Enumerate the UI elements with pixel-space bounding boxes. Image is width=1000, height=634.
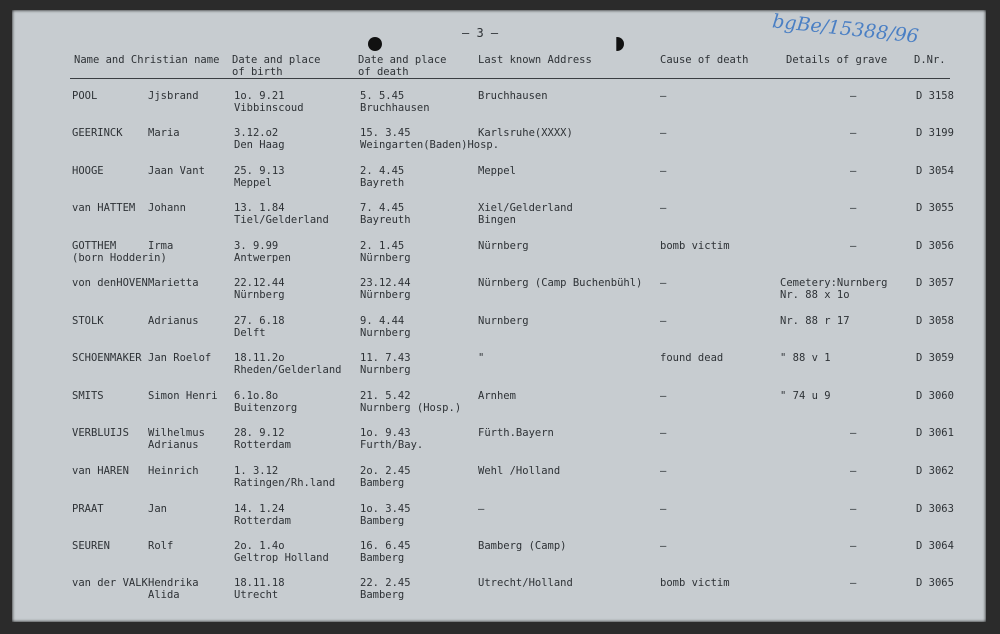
punch-hole <box>368 37 382 51</box>
cell-death-place: Bayreuth <box>360 214 411 226</box>
cell-birth-date: 14. 1.24 <box>234 503 285 515</box>
cell-surname: HOOGE <box>72 165 104 177</box>
cell-grave: – <box>850 577 857 589</box>
cell-given: Jaan Vant <box>148 165 205 177</box>
cell-dnr: D 3063 <box>916 503 954 515</box>
cell-death-date: 11. 7.43 <box>360 352 411 364</box>
cell-dnr: D 3199 <box>916 127 954 139</box>
cell-grave: – <box>850 465 857 477</box>
cell-given: Heinrich <box>148 465 199 477</box>
cell-given: Jan Roelof <box>148 352 212 364</box>
table-row <box>12 352 986 386</box>
cell-birth-place: Meppel <box>234 177 272 189</box>
cell-death-place: Nurnberg <box>360 327 411 339</box>
cell-death-place: Bruchhausen <box>360 102 430 114</box>
header-name: Name and Christian name <box>74 54 220 66</box>
cell-given: Marietta <box>148 277 199 289</box>
cell-dnr: D 3064 <box>916 540 954 552</box>
cell-birth-date: 13. 1.84 <box>234 202 285 214</box>
cell-death-place: Bamberg <box>360 552 405 564</box>
cell-death-place: Nürnberg <box>360 252 411 264</box>
cell-birth-place: Utrecht <box>234 589 279 601</box>
cell-cause: bomb victim <box>660 577 730 589</box>
cell-death-date: 21. 5.42 <box>360 390 411 402</box>
cell-birth-place: Vibbinscoud <box>234 102 304 114</box>
cell-address: Wehl /Holland <box>478 465 561 477</box>
header-dnr: D.Nr. <box>914 54 946 66</box>
cell-birth-date: 1o. 9.21 <box>234 90 285 102</box>
cell-birth-date: 2o. 1.4o <box>234 540 285 552</box>
cell-cause: – <box>660 540 667 552</box>
cell-surname: van der VALK <box>72 577 148 589</box>
table-row <box>12 503 986 537</box>
cell-death-date: 16. 6.45 <box>360 540 411 552</box>
table-row <box>12 90 986 124</box>
cell-death-date: 23.12.44 <box>360 277 411 289</box>
cell-address: " <box>478 352 485 364</box>
cell-grave: – <box>850 240 857 252</box>
cell-given: Irma <box>148 240 174 252</box>
cell-surname: VERBLUIJS <box>72 427 129 439</box>
cell-given: Jan <box>148 503 167 515</box>
cell-grave: – <box>850 540 857 552</box>
cell-death-date: 7. 4.45 <box>360 202 405 214</box>
cell-birth-date: 3.12.o2 <box>234 127 279 139</box>
cell-birth-place: Rotterdam <box>234 439 291 451</box>
cell-address: Meppel <box>478 165 516 177</box>
cell-birth-date: 3. 9.99 <box>234 240 279 252</box>
cell-death-place: Nurnberg <box>360 364 411 376</box>
cell-death-date: 5. 5.45 <box>360 90 405 102</box>
cell-grave: – <box>850 427 857 439</box>
cell-grave: – <box>850 503 857 515</box>
header-rule <box>70 78 950 79</box>
cell-dnr: D 3054 <box>916 165 954 177</box>
cell-dnr: D 3056 <box>916 240 954 252</box>
page-number: — 3 — <box>462 26 499 40</box>
cell-address: – <box>478 503 485 515</box>
cell-death-date: 22. 2.45 <box>360 577 411 589</box>
cell-address: Arnhem <box>478 390 516 402</box>
cell-birth-date: 18.11.2o <box>234 352 285 364</box>
cell-surname: von denHOVEN <box>72 277 148 289</box>
cell-address: Karlsruhe(XXXX) <box>478 127 573 139</box>
cell-death-place: Furth/Bay. <box>360 439 424 451</box>
cell-address: Bruchhausen <box>478 90 548 102</box>
cell-given: Wilhelmus <box>148 427 205 439</box>
cell-death-date: 1o. 9.43 <box>360 427 411 439</box>
cell-birth-place: Ratingen/Rh.land <box>234 477 336 489</box>
cell-birth-date: 28. 9.12 <box>234 427 285 439</box>
cell-given: Rolf <box>148 540 174 552</box>
cell-dnr: D 3060 <box>916 390 954 402</box>
cell-cause: – <box>660 315 667 327</box>
table-row <box>12 127 986 161</box>
cell-cause: – <box>660 277 667 289</box>
cell-birth-place: Antwerpen <box>234 252 291 264</box>
cell-birth-place: Delft <box>234 327 266 339</box>
cell-given2: Adrianus <box>148 439 199 451</box>
cell-death-place: Nürnberg <box>360 289 411 301</box>
cell-grave: " 74 u 9 <box>780 390 831 402</box>
cell-given: Jjsbrand <box>148 90 199 102</box>
cell-birth-place: Den Haag <box>234 139 285 151</box>
cell-birth-date: 22.12.44 <box>234 277 285 289</box>
cell-given: Johann <box>148 202 186 214</box>
cell-dnr: D 3055 <box>916 202 954 214</box>
cell-birth-date: 6.1o.8o <box>234 390 279 402</box>
cell-dnr: D 3062 <box>916 465 954 477</box>
cell-dnr: D 3065 <box>916 577 954 589</box>
cell-birth-place: Buitenzorg <box>234 402 298 414</box>
cell-grave: Nr. 88 r 17 <box>780 315 850 327</box>
cell-cause: – <box>660 503 667 515</box>
cell-dnr: D 3057 <box>916 277 954 289</box>
cell-cause: – <box>660 427 667 439</box>
cell-dnr: D 3058 <box>916 315 954 327</box>
table-row <box>12 315 986 349</box>
table-row <box>12 465 986 499</box>
cell-cause: bomb victim <box>660 240 730 252</box>
cell-surname: GOTTHEM <box>72 240 117 252</box>
cell-grave: – <box>850 165 857 177</box>
cell-birth-place: Rheden/Gelderland <box>234 364 342 376</box>
cell-cause: – <box>660 127 667 139</box>
cell-death-date: 9. 4.44 <box>360 315 405 327</box>
cell-grave: – <box>850 90 857 102</box>
cell-given: Hendrika <box>148 577 199 589</box>
handwritten-reference: bgBe/15388/96 <box>771 10 920 48</box>
cell-death-date: 2o. 2.45 <box>360 465 411 477</box>
cell-cause: found dead <box>660 352 724 364</box>
table-row <box>12 202 986 236</box>
cell-birth-place: Rotterdam <box>234 515 291 527</box>
table-row <box>12 165 986 199</box>
cell-cause: – <box>660 202 667 214</box>
table-row <box>12 577 986 611</box>
cell-given: Maria <box>148 127 180 139</box>
cell-death-date: 1o. 3.45 <box>360 503 411 515</box>
header-address: Last known Address <box>478 54 592 66</box>
cell-cause: – <box>660 165 667 177</box>
cell-surname: SEUREN <box>72 540 110 552</box>
table-row <box>12 540 986 574</box>
cell-surname: van HATTEM <box>72 202 136 214</box>
cell-address: Xiel/Gelderland <box>478 202 573 214</box>
punch-hole <box>610 37 624 51</box>
table-row <box>12 240 986 274</box>
cell-surname: van HAREN <box>72 465 129 477</box>
cell-address: Nürnberg <box>478 240 529 252</box>
cell-death-place: Bamberg <box>360 515 405 527</box>
header-cause: Cause of death <box>660 54 749 66</box>
table-row <box>12 277 986 311</box>
cell-address: Bamberg (Camp) <box>478 540 567 552</box>
header-grave: Details of grave <box>786 54 888 66</box>
table-row <box>12 390 986 424</box>
cell-grave: – <box>850 127 857 139</box>
cell-surname: GEERINCK <box>72 127 123 139</box>
table-row <box>12 427 986 461</box>
cell-address: Nürnberg (Camp Buchenbühl) <box>478 277 643 289</box>
cell-death-place: Bamberg <box>360 477 405 489</box>
cell-birth-place: Geltrop Holland <box>234 552 329 564</box>
cell-death-place: Bamberg <box>360 589 405 601</box>
cell-birth-date: 18.11.18 <box>234 577 285 589</box>
cell-birth-date: 27. 6.18 <box>234 315 285 327</box>
cell-address: Nurnberg <box>478 315 529 327</box>
cell-birth-date: 1. 3.12 <box>234 465 279 477</box>
cell-grave: – <box>850 202 857 214</box>
cell-death-place: Bayreth <box>360 177 405 189</box>
cell-grave: Cemetery:Nurnberg <box>780 277 888 289</box>
cell-surname: SMITS <box>72 390 104 402</box>
cell-given: Adrianus <box>148 315 199 327</box>
cell-birth-place: Nürnberg <box>234 289 285 301</box>
cell-death-date: 15. 3.45 <box>360 127 411 139</box>
cell-surname: POOL <box>72 90 98 102</box>
cell-surname: SCHOENMAKER <box>72 352 142 364</box>
cell-death-place: Nurnberg (Hosp.) <box>360 402 462 414</box>
cell-cause: – <box>660 90 667 102</box>
cell-surname2: (born Hodderin) <box>72 252 167 264</box>
cell-surname: PRAAT <box>72 503 104 515</box>
document-sheet <box>12 10 986 622</box>
cell-grave: " 88 v 1 <box>780 352 831 364</box>
cell-grave2: Nr. 88 x 1o <box>780 289 850 301</box>
cell-birth-date: 25. 9.13 <box>234 165 285 177</box>
cell-death-date: 2. 1.45 <box>360 240 405 252</box>
cell-address: Fürth.Bayern <box>478 427 554 439</box>
cell-dnr: D 3061 <box>916 427 954 439</box>
cell-address: Utrecht/Holland <box>478 577 573 589</box>
cell-address2: Bingen <box>478 214 516 226</box>
cell-cause: – <box>660 465 667 477</box>
cell-surname: STOLK <box>72 315 104 327</box>
cell-given: Simon Henri <box>148 390 218 402</box>
cell-death-date: 2. 4.45 <box>360 165 405 177</box>
cell-given2: Alida <box>148 589 180 601</box>
header-death: Date and place of death <box>358 54 447 78</box>
header-birth: Date and place of birth <box>232 54 321 78</box>
cell-dnr: D 3059 <box>916 352 954 364</box>
cell-birth-place: Tiel/Gelderland <box>234 214 329 226</box>
cell-cause: – <box>660 390 667 402</box>
cell-death-place: Weingarten(Baden)Hosp. <box>360 139 500 151</box>
cell-dnr: D 3158 <box>916 90 954 102</box>
